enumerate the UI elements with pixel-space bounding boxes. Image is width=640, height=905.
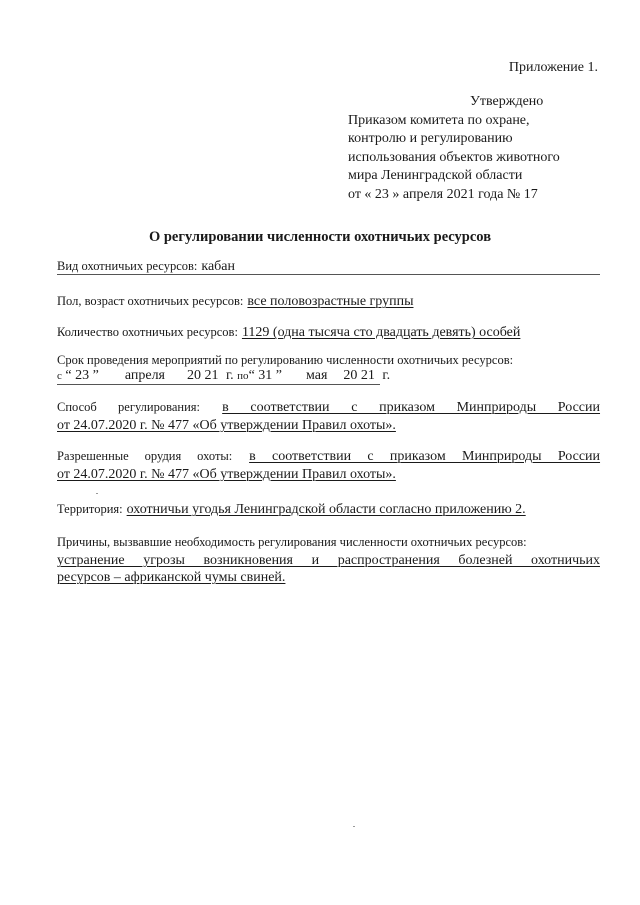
- appendix-label: Приложение 1.: [508, 60, 598, 75]
- tools-value-line1: в соответствии с приказом Минприроды России: [249, 449, 601, 464]
- period-to-suffix: г.: [382, 368, 391, 383]
- territory-row: [57, 501, 600, 518]
- approved-label: Утверждено: [470, 94, 544, 109]
- period-to-year: 20 21: [343, 368, 375, 383]
- reasons-label-row: [57, 534, 600, 550]
- species-row: [57, 258, 600, 275]
- scan-speck: [96, 493, 98, 494]
- document-title: О регулировании численности охотничьих ресурсов: [148, 229, 492, 245]
- species-value: кабан: [201, 259, 236, 274]
- order-line: контролю и регулированию: [348, 131, 513, 146]
- period-label: Срок проведения мероприятий по регулированию численности охотничьих ресурсов:: [57, 353, 514, 367]
- method-value-line2: от 24.07.2020 г. № 477 «Об утверждении Правил охоты».: [57, 418, 396, 433]
- period-label-row: [57, 352, 600, 368]
- sex-age-label: Пол, возраст охотничьих ресурсов:: [57, 294, 244, 308]
- period-from-month: апреля: [124, 368, 165, 383]
- reasons-line1: [57, 551, 600, 569]
- order-line: Приказом комитета по охране,: [348, 112, 530, 128]
- period-to-prefix: по: [237, 370, 249, 382]
- territory-value: охотничьи угодья Ленинградской области согласно приложению 2.: [126, 502, 526, 517]
- period-from-year-suffix: г.: [226, 368, 234, 383]
- sex-age-row: [57, 293, 600, 310]
- quantity-value: 1129 (одна тысяча сто двадцать девять) особей: [241, 325, 521, 340]
- order-line: использования объектов животного: [348, 149, 560, 165]
- period-to-day: “ 31 ”: [248, 368, 282, 383]
- quantity-row: [57, 324, 600, 341]
- period-from-prefix: с: [57, 370, 62, 382]
- period-from-day: “ 23 ”: [65, 368, 99, 383]
- tools-line1: [57, 447, 600, 465]
- method-line2: [57, 416, 600, 434]
- species-label: Вид охотничьих ресурсов:: [57, 259, 198, 273]
- tools-line2: [57, 465, 600, 483]
- scan-speck: [353, 826, 355, 827]
- method-value-line1: в соответствии с приказом Минприроды России: [222, 400, 601, 415]
- order-line: мира Ленинградской области: [348, 168, 523, 183]
- reasons-line2: [57, 568, 600, 586]
- tools-label: Разрешенные орудия охоты:: [57, 449, 233, 463]
- method-label: Способ регулирования:: [57, 400, 200, 414]
- reasons-value-line1: устранение угрозы возникновения и распространения болезней охотничьих: [57, 553, 600, 568]
- period-to-month: мая: [306, 368, 328, 383]
- quantity-label: Количество охотничьих ресурсов:: [57, 325, 238, 339]
- sex-age-value: все половозрастные группы: [247, 294, 414, 309]
- method-line1: [57, 398, 600, 416]
- period-from-year: 20 21: [187, 368, 219, 383]
- approval-block: [348, 93, 560, 204]
- period-row: [57, 367, 391, 385]
- reasons-label: Причины, вызвавшие необходимость регулирования численности охотничьих ресурсов:: [57, 535, 527, 549]
- territory-label: Территория:: [57, 502, 123, 516]
- reasons-value-line2: ресурсов – африканской чумы свиней.: [57, 570, 286, 585]
- order-line: от « 23 » апреля 2021 года № 17: [348, 186, 538, 202]
- tools-value-line2: от 24.07.2020 г. № 477 «Об утверждении Правил охоты».: [57, 467, 396, 482]
